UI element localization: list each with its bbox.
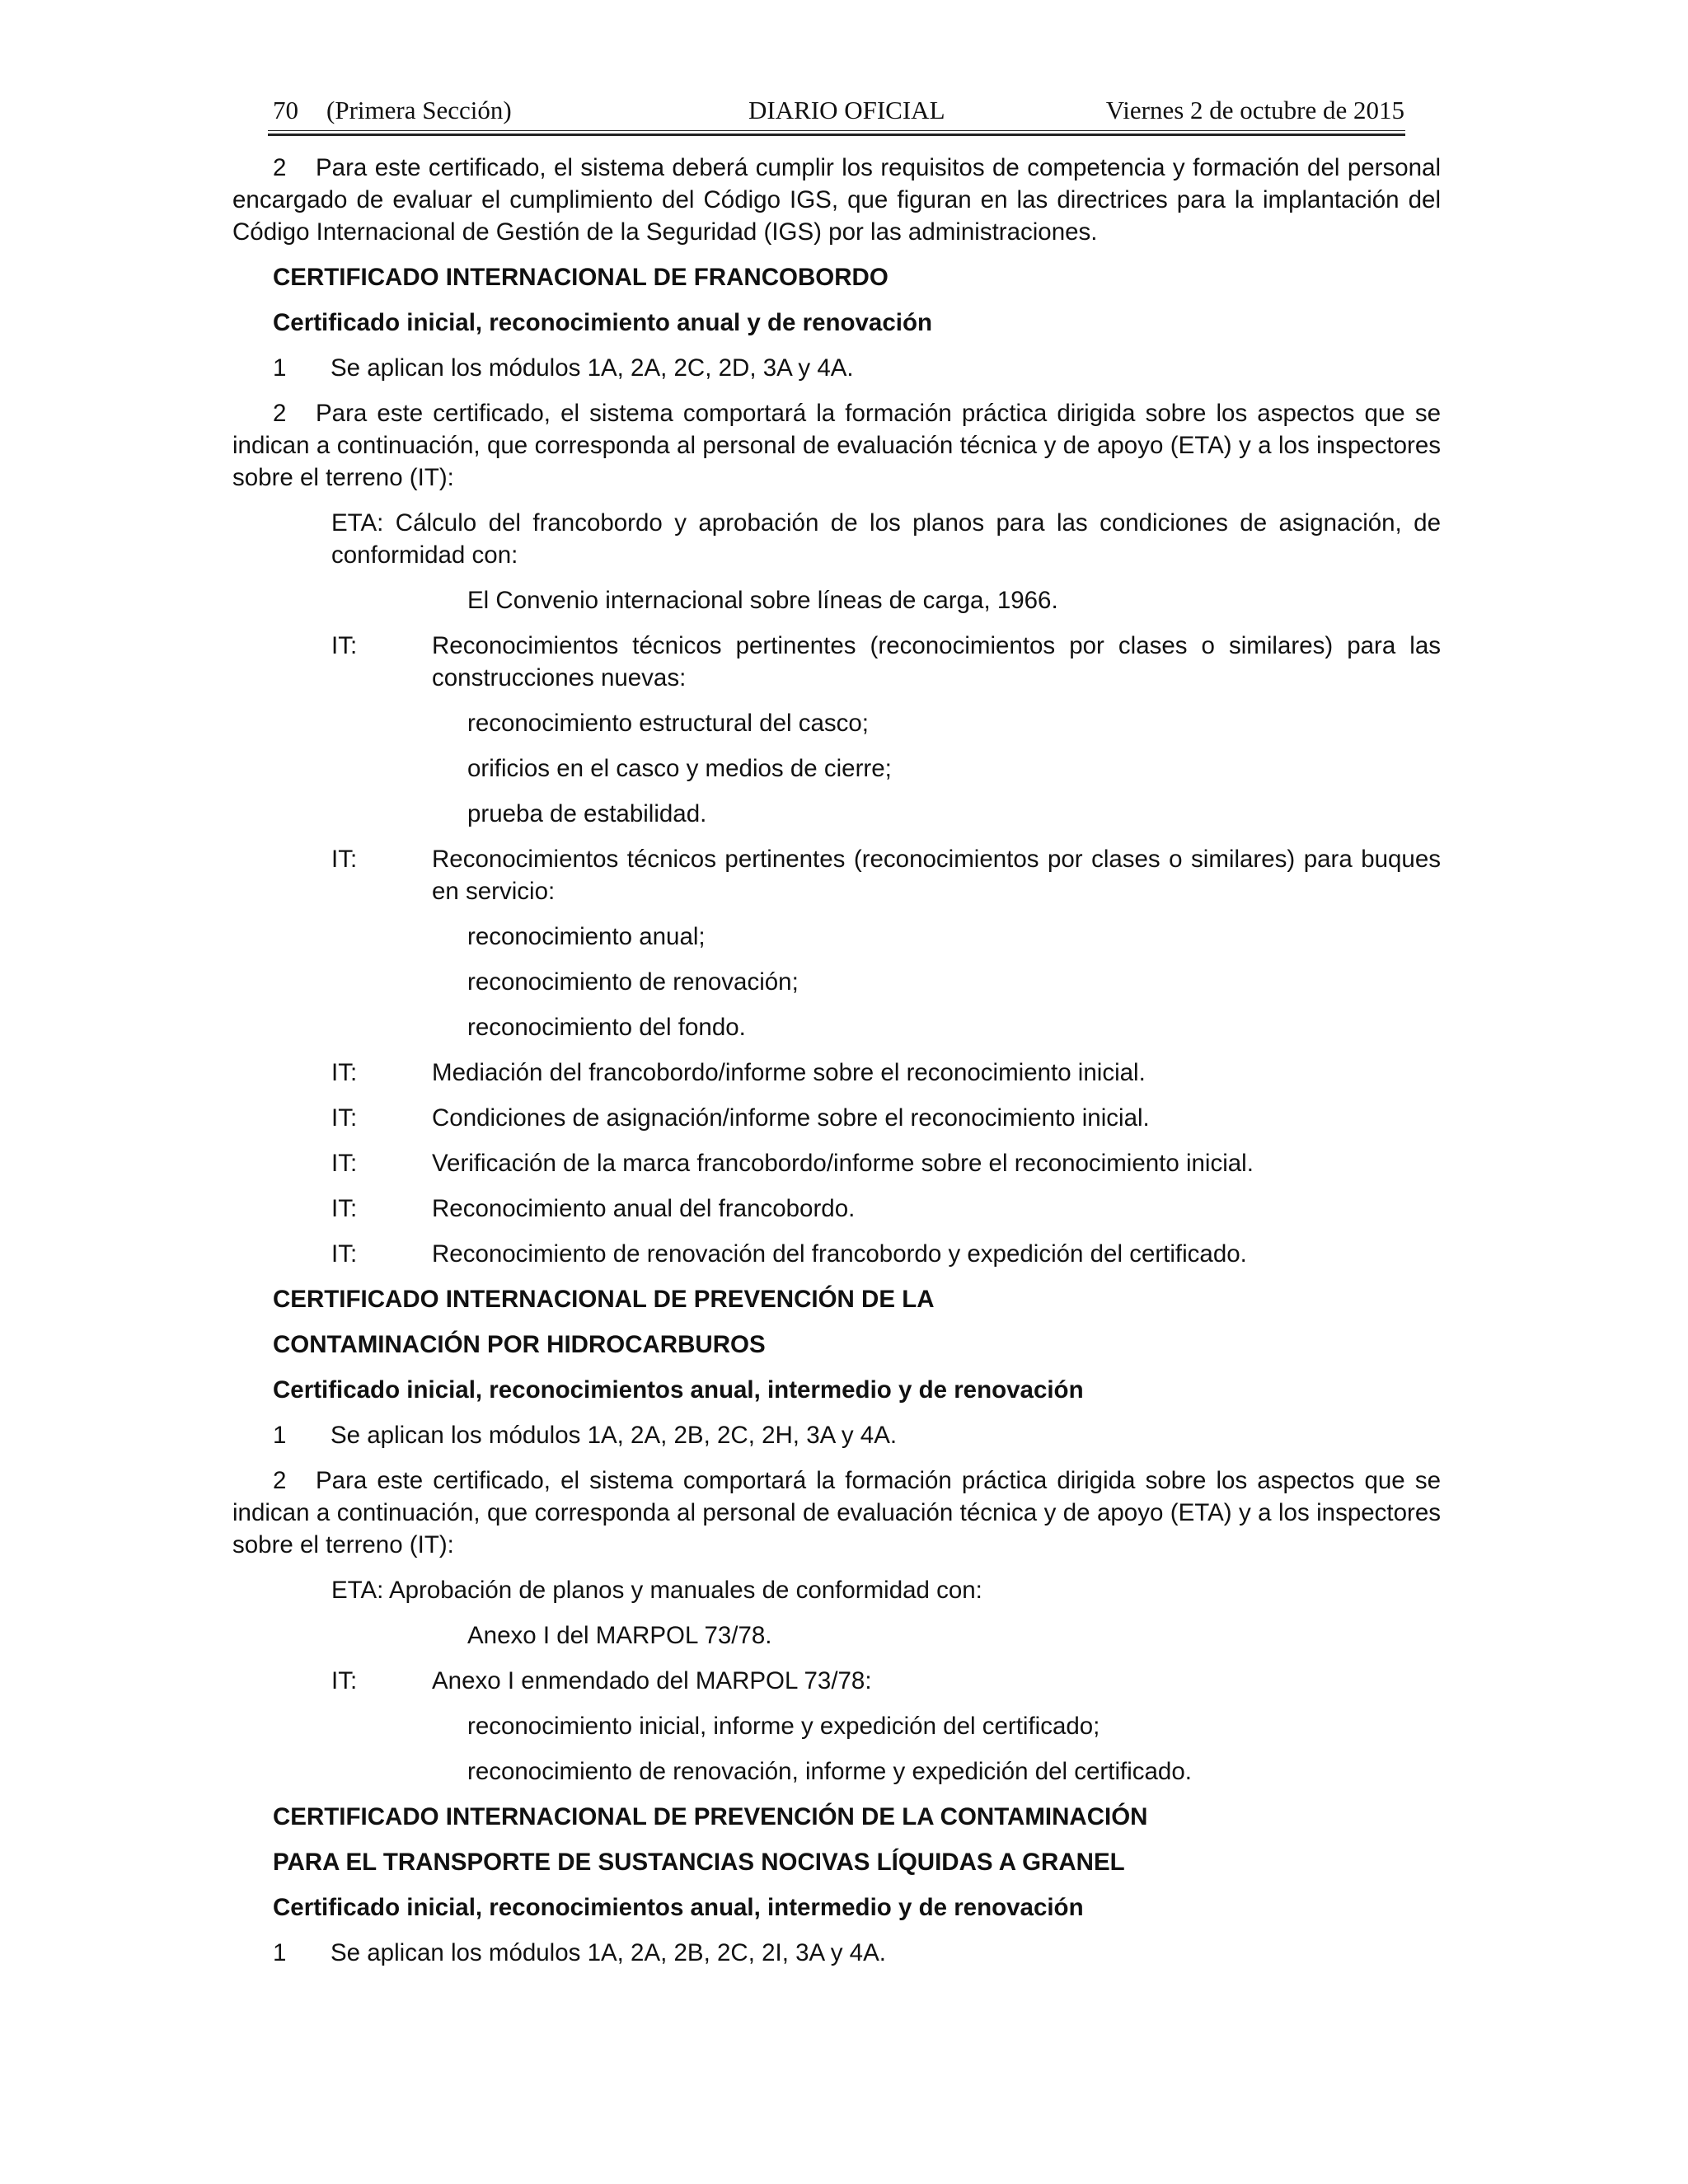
it-text: Reconocimiento anual del francobordo.	[432, 1195, 856, 1222]
list-item	[273, 1419, 1441, 1451]
it-text: Anexo I enmendado del MARPOL 73/78:	[432, 1667, 872, 1694]
it-text: Reconocimientos técnicos pertinentes (reconocimientos por clases o similares) para buques en servicio:	[432, 846, 1441, 905]
section-heading: CERTIFICADO INTERNACIONAL DE PREVENCIÓN DE LA	[273, 1286, 935, 1313]
it-label: IT:	[331, 632, 358, 659]
list-item	[273, 352, 1441, 384]
paragraph-number: 2	[273, 1467, 287, 1494]
section-heading: CERTIFICADO INTERNACIONAL DE PREVENCIÓN DE LA CONTAMINACIÓN	[273, 1803, 1148, 1830]
it-entry	[331, 630, 1441, 694]
section-heading: Certificado inicial, reconocimientos anual, intermedio y de renovación	[273, 1376, 1084, 1404]
section-label: (Primera Sección)	[326, 96, 512, 124]
publication-title: DIARIO OFICIAL	[748, 96, 945, 124]
eta-entry: ETA: Aprobación de planos y manuales de conformidad con:	[331, 1577, 982, 1604]
header-rule-thin	[268, 130, 1405, 131]
document-body	[232, 152, 1441, 1982]
it-entry	[331, 1193, 1441, 1225]
page-number: 70	[273, 96, 298, 124]
it-label: IT:	[331, 846, 358, 873]
section-heading: CONTAMINACIÓN POR HIDROCARBUROS	[273, 1331, 766, 1358]
it-text: Mediación del francobordo/informe sobre el reconocimiento inicial.	[432, 1059, 1146, 1086]
it-entry	[331, 1238, 1441, 1270]
list-item	[273, 1937, 1441, 1969]
item-number: 1	[273, 1422, 287, 1449]
item-number: 1	[273, 1939, 287, 1966]
sub-item: reconocimiento de renovación;	[467, 968, 799, 996]
it-text: Reconocimientos técnicos pertinentes (reconocimientos por clases o similares) para las construcciones nuevas:	[432, 632, 1441, 691]
it-text: Verificación de la marca francobordo/informe sobre el reconocimiento inicial.	[432, 1150, 1254, 1177]
header-rule-thick	[268, 134, 1405, 136]
section-heading: PARA EL TRANSPORTE DE SUSTANCIAS NOCIVAS LÍQUIDAS A GRANEL	[273, 1849, 1125, 1876]
sub-item: orificios en el casco y medios de cierre;	[467, 755, 892, 782]
it-label: IT:	[331, 1104, 358, 1132]
paragraph-text: Para este certificado, el sistema comportará la formación práctica dirigida sobre los aspectos que se indican a continuación, que corresponda al personal de evaluación técnica y de apoyo (ETA) y a los inspectores sobre el terreno (IT):	[232, 400, 1441, 491]
item-number: 1	[273, 354, 287, 382]
section-heading: CERTIFICADO INTERNACIONAL DE FRANCOBORDO	[273, 264, 889, 291]
paragraph-text: Para este certificado, el sistema comportará la formación práctica dirigida sobre los aspectos que se indican a continuación, que corresponda al personal de evaluación técnica y de apoyo (ETA) y a los inspectores sobre el terreno (IT):	[232, 1467, 1441, 1558]
section-heading: Certificado inicial, reconocimientos anual, intermedio y de renovación	[273, 1894, 1084, 1921]
numbered-paragraph	[232, 152, 1441, 248]
paragraph-number: 2	[273, 154, 287, 181]
eta-entry: ETA: Cálculo del francobordo y aprobación de los planos para las condiciones de asignación, de conformidad con:	[331, 509, 1441, 569]
it-entry	[331, 1147, 1441, 1179]
sub-item: Anexo I del MARPOL 73/78.	[467, 1622, 772, 1649]
numbered-paragraph	[232, 1465, 1441, 1561]
it-entry	[331, 1665, 1441, 1697]
sub-item: reconocimiento estructural del casco;	[467, 710, 869, 737]
sub-item: reconocimiento de renovación, informe y expedición del certificado.	[467, 1758, 1192, 1785]
it-entry	[331, 1057, 1441, 1089]
paragraph-text: Para este certificado, el sistema deberá cumplir los requisitos de competencia y formación del personal encargado de evaluar el cumplimiento del Código IGS, que figuran en las directrices para la implantación del Código Internacional de Gestión de la Seguridad (IGS) por las administraciones.	[232, 154, 1441, 246]
it-label: IT:	[331, 1667, 358, 1694]
it-label: IT:	[331, 1059, 358, 1086]
sub-item: reconocimiento inicial, informe y expedición del certificado;	[467, 1713, 1100, 1740]
it-entry	[331, 1102, 1441, 1134]
it-label: IT:	[331, 1195, 358, 1222]
publication-date: Viernes 2 de octubre de 2015	[1105, 96, 1404, 124]
it-text: Reconocimiento de renovación del francobordo y expedición del certificado.	[432, 1240, 1247, 1268]
item-text: Se aplican los módulos 1A, 2A, 2B, 2C, 2H, 3A y 4A.	[331, 1422, 898, 1449]
item-text: Se aplican los módulos 1A, 2A, 2C, 2D, 3A y 4A.	[331, 354, 854, 382]
sub-item: reconocimiento anual;	[467, 923, 706, 950]
section-heading: Certificado inicial, reconocimiento anual y de renovación	[273, 309, 932, 336]
it-label: IT:	[331, 1240, 358, 1268]
it-text: Condiciones de asignación/informe sobre el reconocimiento inicial.	[432, 1104, 1150, 1132]
numbered-paragraph	[232, 397, 1441, 494]
paragraph-number: 2	[273, 400, 287, 427]
it-entry	[331, 843, 1441, 907]
sub-item: prueba de estabilidad.	[467, 800, 707, 827]
item-text: Se aplican los módulos 1A, 2A, 2B, 2C, 2I, 3A y 4A.	[331, 1939, 886, 1966]
sub-item: reconocimiento del fondo.	[467, 1014, 746, 1041]
sub-item: El Convenio internacional sobre líneas de carga, 1966.	[467, 587, 1058, 614]
it-label: IT:	[331, 1150, 358, 1177]
